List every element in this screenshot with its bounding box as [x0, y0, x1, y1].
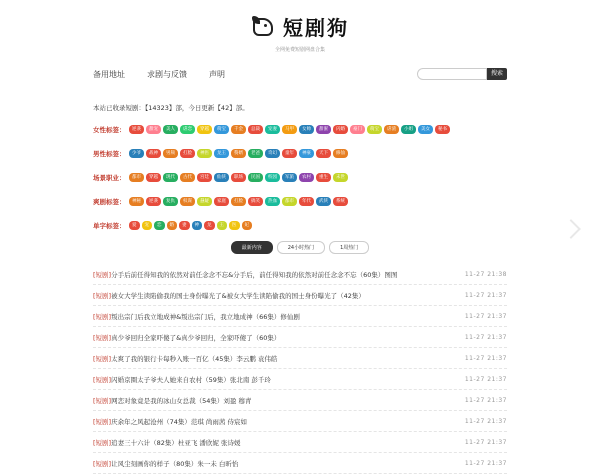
tag-chip[interactable]: 婚 [167, 221, 178, 230]
tag-chip[interactable]: 小姐 [401, 125, 416, 134]
list-item-text: 闪婚京圈太子爷夫人她来自农村（59集）张北南 彭千玲 [111, 375, 271, 384]
tag-chip[interactable]: 仙侠 [214, 173, 229, 182]
list-item-title[interactable] [93, 375, 453, 384]
tag-chip[interactable]: 神 [192, 221, 203, 230]
tag-chip[interactable]: 逆袭 [129, 125, 144, 134]
tag-chip[interactable]: 都市 [282, 197, 297, 206]
tag-chip[interactable]: 年代 [299, 197, 314, 206]
tab-latest[interactable]: 最新内容 [231, 241, 273, 254]
list-item[interactable] [93, 390, 507, 411]
list-item-title[interactable] [93, 312, 453, 321]
tag-chip[interactable]: 萌宝 [367, 125, 382, 134]
tag-chip[interactable]: 神医 [197, 149, 212, 158]
search-input[interactable] [417, 68, 487, 80]
site-header [0, 0, 600, 60]
tag-chip[interactable]: 妻 [179, 221, 190, 230]
chevron-right-icon[interactable] [561, 219, 581, 239]
list-item-category: [短剧] [93, 459, 112, 468]
list-item-time: 11-27 21:37 [464, 333, 507, 341]
tag-chip[interactable]: 职场 [231, 173, 246, 182]
tag-chip[interactable]: 萌宝 [214, 125, 229, 134]
list-item-time: 11-27 21:37 [464, 417, 507, 425]
list-item-text: 真少爷回归全家吓傻了&真少爷回归，全家吓傻了（60集） [111, 333, 281, 342]
tag-chip[interactable]: 闪婚 [333, 125, 348, 134]
tag-chip[interactable]: 军旅 [282, 173, 297, 182]
list-item-category: [短剧] [93, 438, 112, 447]
tag-chip[interactable]: 童年 [282, 149, 297, 158]
drama-list [93, 264, 507, 474]
tag-chip[interactable]: 都市 [129, 173, 144, 182]
site-tagline: 全网免费短剧网盘合集 [274, 46, 325, 53]
tag-row [93, 173, 350, 182]
tag-row [93, 149, 350, 158]
tag-chip[interactable]: 龙 [204, 221, 215, 230]
tag-chip[interactable]: 男频 [163, 149, 178, 158]
tag-group-label: 单字标签： [93, 222, 126, 230]
list-item-category: [短剧] [93, 375, 112, 384]
list-item-category: [短剧] [93, 291, 112, 300]
tag-group-label: 男性标签： [93, 150, 126, 158]
list-item-time: 11-27 21:37 [464, 438, 507, 446]
list-item-time: 11-27 21:37 [464, 375, 507, 383]
tag-chip[interactable]: 宠妻 [265, 125, 280, 134]
list-item-category: [短剧] [93, 333, 112, 342]
tag-row [93, 197, 350, 206]
tag-chip[interactable]: 妃 [242, 221, 253, 230]
tag-chip[interactable]: 神秘 [129, 197, 144, 206]
tag-chip[interactable]: 甜宠 [146, 125, 161, 134]
search-button[interactable]: 搜索 [487, 68, 507, 80]
tag-chip[interactable]: 校园 [265, 173, 280, 182]
tag-chip[interactable]: 虐渣 [384, 125, 399, 134]
tag-chip[interactable]: 老爸 [248, 149, 263, 158]
tag-chip[interactable]: 古代 [180, 173, 195, 182]
nav-item-request[interactable]: 求剧与反馈 [147, 69, 187, 79]
tag-chip[interactable]: 美女 [418, 125, 433, 134]
search-box [417, 68, 507, 80]
tag-chip[interactable]: 穿越 [146, 173, 161, 182]
tag-chip[interactable]: 复仇 [163, 197, 178, 206]
list-item-time: 11-27 21:38 [464, 270, 507, 278]
list-item-time: 11-27 21:37 [464, 354, 507, 362]
tag-chip[interactable]: 美人 [163, 125, 178, 134]
tag-chip[interactable]: 搞笑 [248, 197, 263, 206]
list-item-category: [短剧] [93, 354, 112, 363]
list-item[interactable] [93, 264, 507, 285]
list-tabs [0, 241, 600, 254]
list-item[interactable] [93, 306, 507, 327]
list-item[interactable] [93, 432, 507, 453]
list-item-text: 被女大学生读陷偷我的国士身份曝光了&被女大学生读陷偷我的国士身份曝光了（42集） [111, 291, 365, 300]
tag-chip[interactable]: 秘书 [435, 125, 450, 134]
list-item-time: 11-27 21:37 [464, 459, 507, 467]
list-item-title[interactable] [93, 438, 453, 447]
tag-chip[interactable]: 现代 [163, 173, 178, 182]
list-item-text: 太爽了我的银行卡每秒入账一百亿（45集）李云鹏 袁伟皓 [111, 354, 278, 363]
list-item-title[interactable] [93, 333, 453, 342]
list-item-text: 分手后前任得知我的依然对前任念念不忘&分手后，前任得知我的依然对前任念念不忘（60集）图图 [111, 270, 398, 279]
tag-chip[interactable]: 总裁 [248, 125, 263, 134]
list-item-category: [短剧] [93, 312, 112, 321]
tag-chip[interactable]: 重生 [316, 173, 331, 182]
tag-chip[interactable]: 家庭 [214, 197, 229, 206]
tag-group-label: 场景职业： [93, 174, 126, 182]
tag-chip[interactable]: 系统 [333, 197, 348, 206]
nav-item-statement[interactable]: 声明 [209, 69, 225, 79]
tag-group-label: 女性标签： [93, 126, 126, 134]
tag-row [93, 221, 254, 230]
list-item[interactable] [93, 327, 507, 348]
list-item-title[interactable] [93, 291, 453, 300]
list-item-category: [短剧] [93, 270, 112, 279]
list-item-title[interactable] [93, 459, 453, 468]
list-item[interactable] [93, 348, 507, 369]
list-item[interactable] [93, 285, 507, 306]
tag-chip[interactable]: 王 [217, 221, 228, 230]
tag-chip[interactable]: 权谋 [180, 197, 195, 206]
main-nav [93, 66, 507, 82]
list-item-text: 网恋对象竟是我的冰山女总裁（54集）刘盈 穆青 [111, 396, 252, 405]
tag-chip[interactable]: 医 [229, 221, 240, 230]
tab-24h-hot[interactable]: 24小时热门 [277, 241, 325, 254]
tag-chip[interactable]: 民国 [248, 173, 263, 182]
list-item[interactable] [93, 411, 507, 432]
tag-chip[interactable]: 穿越 [197, 125, 212, 134]
tag-chip[interactable]: 热血 [265, 197, 280, 206]
tag-chip[interactable]: 宫廷 [197, 173, 212, 182]
list-item-title[interactable] [93, 270, 453, 279]
tag-chip[interactable]: 天下 [316, 149, 331, 158]
list-item-text: 让风尘刻画你的样子（80集）朱一未 白昕怡 [111, 459, 239, 468]
tab-week-hot[interactable]: 1周热门 [329, 241, 369, 254]
list-item-text: 叛出宗门后我立地成神&叛出宗门后，我立地成神（66集）修仙剧 [111, 312, 300, 321]
list-item-title[interactable] [93, 396, 453, 405]
nav-item-backup[interactable]: 备用地址 [93, 69, 125, 79]
tag-group-label: 爽剧标签： [93, 198, 126, 206]
tag-chip[interactable]: 宠 [142, 221, 153, 230]
tag-chip[interactable]: 修仙 [333, 149, 348, 158]
tag-chip[interactable]: 奇幻 [265, 149, 280, 158]
tag-chip[interactable]: 少爷 [129, 149, 144, 158]
tag-chip[interactable]: 赘婿 [231, 149, 246, 158]
list-item-time: 11-27 21:37 [464, 291, 507, 299]
list-item[interactable] [93, 453, 507, 474]
tag-chip[interactable]: 千金 [231, 125, 246, 134]
tag-chip[interactable]: 龙王 [214, 149, 229, 158]
list-item-title[interactable] [93, 354, 453, 363]
list-item-category: [短剧] [93, 396, 112, 405]
stats-text: 本站已收录短剧：【14323】部，今日更新【42】部。 [93, 104, 249, 112]
site-logo[interactable] [251, 12, 349, 41]
dog-logo-icon [251, 16, 277, 38]
tag-chip[interactable]: 末世 [333, 173, 348, 182]
tag-chip[interactable]: 虐恋 [180, 125, 195, 134]
tag-chip[interactable]: 打脸 [231, 197, 246, 206]
tag-chip[interactable]: 打脸 [180, 149, 195, 158]
tag-chip[interactable]: 爱 [129, 221, 140, 230]
tag-chip[interactable]: 豪门 [350, 125, 365, 134]
tag-chip[interactable]: 甜蜜 [316, 125, 331, 134]
list-item-time: 11-27 21:37 [464, 396, 507, 404]
tag-chip[interactable]: 马甲 [282, 125, 297, 134]
tag-chip[interactable]: 女帅 [299, 125, 314, 134]
tag-chip[interactable]: 悬疑 [197, 197, 212, 206]
list-item-time: 11-27 21:37 [464, 312, 507, 320]
tag-chip[interactable]: 农村 [299, 173, 314, 182]
tag-row [93, 125, 452, 134]
tag-chip[interactable]: 神豪 [299, 149, 314, 158]
tag-chip[interactable]: 逆袭 [146, 197, 161, 206]
list-item-category: [短剧] [93, 417, 112, 426]
tag-chip[interactable]: 武侠 [316, 197, 331, 206]
list-item-title[interactable] [93, 417, 453, 426]
tag-chip[interactable]: 战神 [146, 149, 161, 158]
site-title: 短剧狗 [283, 16, 349, 40]
tag-chip[interactable]: 恋 [154, 221, 165, 230]
list-item-text: 追妻三十六计（82集）杜亚飞 潘欣妮 张诗媛 [111, 438, 241, 447]
list-item[interactable] [93, 369, 507, 390]
list-item-text: 庆余年之风起沧州（74集）范琪 尚雨茜 侍宸如 [111, 417, 247, 426]
